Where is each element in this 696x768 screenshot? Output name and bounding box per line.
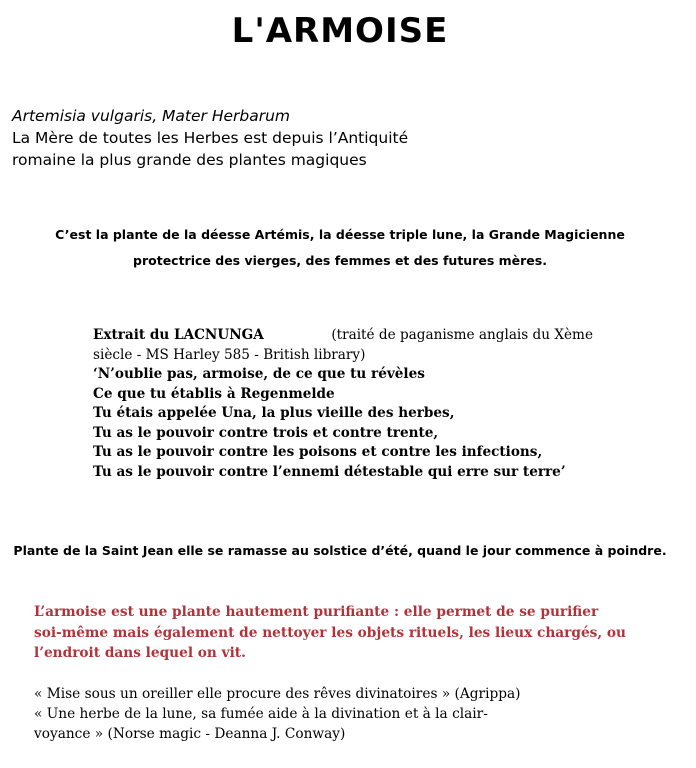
poem-line: Tu as le pouvoir contre les poisons et contre les infections, [93, 444, 543, 460]
saint-jean-line: Plante de la Saint Jean elle se ramasse au solstice d’été, quand le jour commence à poindre. [13, 543, 667, 558]
lacnunga-extract [93, 326, 593, 482]
quote-agrippa: « Mise sous un oreiller elle procure des rêves divinatoires » (Agrippa) [34, 686, 521, 702]
goddess-line-2: protectrice des vierges, des femmes et des futures mères. [133, 253, 547, 268]
poem-line: Tu as le pouvoir contre l’ennemi détestable qui erre sur terre’ [93, 463, 566, 480]
extract-heading [93, 326, 593, 346]
intro-block [12, 105, 672, 171]
quote-conway-line-2: voyance » (Norse magic - Deanna J. Conway) [34, 726, 346, 742]
extract-heading-source: (traité de paganisme anglais du Xème [331, 327, 593, 343]
page-title: L'ARMOISE [231, 11, 449, 51]
extract-heading-bold: Extrait du LACNUNGA [93, 327, 264, 343]
quotes-block [34, 684, 646, 744]
quote-conway-line-1: « Une herbe de la lune, sa fumée aide à la divination et à la clair- [34, 706, 488, 722]
intro-line-1: La Mère de toutes les Herbes est depuis l’Antiquité [12, 129, 409, 147]
poem-line: Tu étais appelée Una, la plus vieille des herbes, [93, 405, 455, 421]
purification-line-1: L’armoise est une plante hautement purifiante : elle permet de se purifier [34, 604, 599, 620]
purification-line-3: l’endroit dans lequel on vit. [34, 645, 246, 661]
goddess-line-1: C’est la plante de la déesse Artémis, la déesse triple lune, la Grande Magicienne [55, 227, 625, 242]
purification-paragraph [34, 602, 646, 664]
poem-line: Tu as le pouvoir contre trois et contre trente, [93, 424, 439, 441]
poem-line: Ce que tu établis à Regenmelde [93, 385, 335, 402]
intro-line-2: romaine la plus grande des plantes magiques [12, 151, 367, 169]
latin-name: Artemisia vulgaris, Mater Herbarum [12, 107, 291, 125]
poem-line: ‘N’oublie pas, armoise, de ce que tu révèles [93, 366, 425, 382]
purification-line-2: soi-même mais également de nettoyer les objets rituels, les lieux chargés, ou [34, 624, 626, 641]
goddess-paragraph [0, 222, 680, 274]
extract-heading-line-2: siècle - MS Harley 585 - British library) [93, 346, 366, 363]
